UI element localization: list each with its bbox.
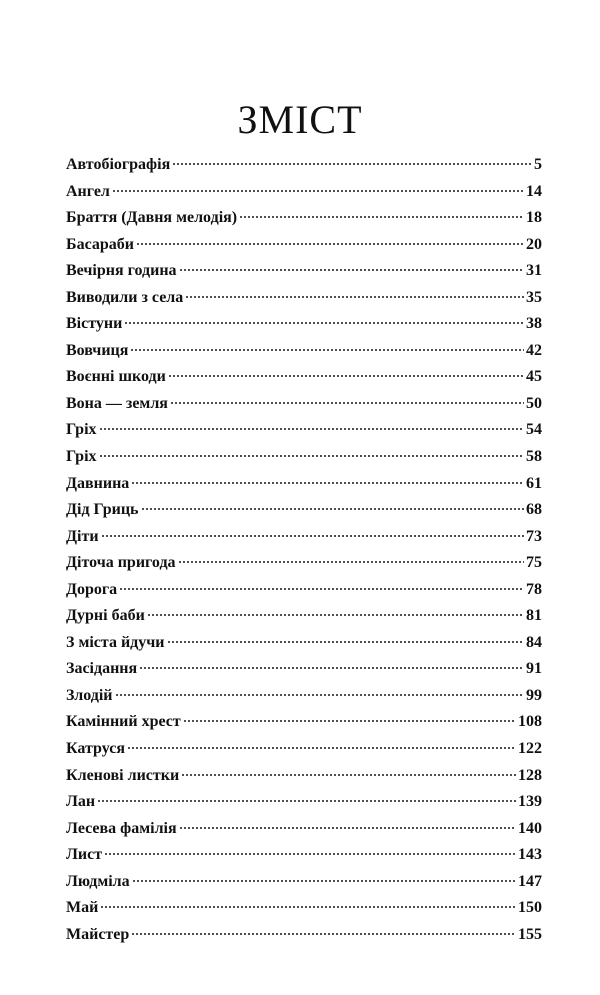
toc-entry-page-number: 99 <box>526 686 542 704</box>
toc-entry-title: Автобіографія <box>66 156 171 173</box>
toc-entry <box>66 311 542 338</box>
toc-entry-title: Людміла <box>66 872 130 890</box>
toc-entry-page-number: 78 <box>526 580 542 598</box>
toc-entry <box>66 232 542 259</box>
toc-entry <box>66 205 542 232</box>
toc-entry-title: Ангел <box>66 182 110 200</box>
toc-entry-page-number: 54 <box>526 421 542 439</box>
dot-leader <box>139 667 524 669</box>
toc-entry-title: Май <box>66 899 99 917</box>
toc-entry-title: Вечірня година <box>66 262 177 280</box>
toc-entry-page-number: 42 <box>526 341 542 359</box>
dot-leader <box>141 508 524 510</box>
dot-leader <box>136 243 524 245</box>
dot-leader <box>239 216 524 218</box>
dot-leader <box>172 163 532 165</box>
toc-entry-page-number: 139 <box>518 793 542 811</box>
toc-entry <box>66 471 542 498</box>
toc-entry <box>66 524 542 551</box>
toc-entry <box>66 364 542 391</box>
toc-entry-title: Дурні баби <box>66 607 145 625</box>
toc-entry-title: Давнина <box>66 474 130 492</box>
toc-entry <box>66 683 542 710</box>
toc-entry-page-number: 68 <box>526 501 542 519</box>
toc-entry-page-number: 143 <box>518 846 542 864</box>
page-title: ЗМІСТ <box>237 97 363 142</box>
dot-leader <box>185 296 524 298</box>
toc-entry-title: Гріх <box>66 448 97 466</box>
toc-entry <box>66 603 542 630</box>
dot-leader <box>99 455 524 457</box>
dot-leader <box>168 375 524 377</box>
toc-entry-title: Дід Гриць <box>66 501 139 519</box>
dot-leader <box>132 880 516 882</box>
toc-entry-page-number: 150 <box>518 899 542 917</box>
toc-entry-title: Басараби <box>66 235 134 253</box>
toc-entry-page-number: 31 <box>526 262 542 280</box>
toc-entry <box>66 417 542 444</box>
dot-leader <box>179 827 516 829</box>
toc-entry <box>66 258 542 285</box>
toc-entry <box>66 789 542 816</box>
dot-leader <box>104 853 516 855</box>
toc-entry-page-number: 14 <box>526 182 542 200</box>
dot-leader <box>179 269 524 271</box>
toc-entry <box>66 709 542 736</box>
dot-leader <box>131 482 524 484</box>
toc-entry-page-number: 147 <box>518 872 542 890</box>
toc-entry <box>66 842 542 869</box>
toc-entry <box>66 922 542 949</box>
toc-entry <box>66 630 542 657</box>
toc-entry-title: Лесева фамілія <box>66 819 177 837</box>
toc-entry-page-number: 20 <box>526 235 542 253</box>
toc-entry-title: Діти <box>66 527 99 545</box>
toc-entry-title: Лист <box>66 846 103 864</box>
dot-leader <box>124 322 524 324</box>
dot-leader <box>119 588 524 590</box>
toc-entry <box>66 179 542 206</box>
dot-leader <box>147 614 524 616</box>
toc-entry-page-number: 73 <box>526 527 542 545</box>
dot-leader <box>99 428 524 430</box>
toc-entry <box>66 285 542 312</box>
dot-leader <box>97 800 516 802</box>
dot-leader <box>100 906 516 908</box>
toc-entry-page-number: 84 <box>526 633 542 651</box>
toc-entry-title: Виводили з села <box>66 288 184 306</box>
toc-entry-page-number: 18 <box>526 209 542 227</box>
toc-entry-page-number: 81 <box>526 607 542 625</box>
toc-entry <box>66 736 542 763</box>
toc-entry-page-number: 35 <box>526 288 542 306</box>
toc-entry-title: Засідання <box>66 660 138 678</box>
toc-entry-page-number: 128 <box>518 766 542 784</box>
toc-entry-title: Воєнні шкоди <box>66 368 166 386</box>
dot-leader <box>131 933 516 935</box>
toc-entry <box>66 816 542 843</box>
toc-entry-page-number: 155 <box>518 925 542 943</box>
dot-leader <box>115 694 524 696</box>
toc-entry-title: Гріх <box>66 421 97 439</box>
toc-entry-page-number: 5 <box>534 156 542 173</box>
toc-entry-page-number: 91 <box>526 660 542 678</box>
toc-entry <box>66 656 542 683</box>
toc-entry <box>66 497 542 524</box>
toc-entry-title: Майстер <box>66 925 130 943</box>
toc-entry <box>66 550 542 577</box>
dot-leader <box>178 561 524 563</box>
dot-leader <box>101 535 524 537</box>
dot-leader <box>181 774 516 776</box>
dot-leader <box>183 720 516 722</box>
toc-entry-page-number: 75 <box>526 554 542 572</box>
toc-entry-page-number: 38 <box>526 315 542 333</box>
toc-entry <box>66 152 542 179</box>
toc-entry-page-number: 108 <box>518 713 542 731</box>
toc-entry <box>66 763 542 790</box>
toc-entry-title: Вістуни <box>66 315 123 333</box>
toc-entry-title: Дорога <box>66 580 118 598</box>
toc-entry <box>66 869 542 896</box>
toc-entry <box>66 577 542 604</box>
dot-leader <box>170 402 524 404</box>
dot-leader <box>167 641 525 643</box>
toc-entry-title: Кленові листки <box>66 766 180 784</box>
dot-leader <box>112 190 524 192</box>
toc-entry <box>66 391 542 418</box>
toc-entry-page-number: 50 <box>526 394 542 412</box>
toc-entry-page-number: 61 <box>526 474 542 492</box>
toc-entry <box>66 444 542 471</box>
toc-entry-page-number: 122 <box>518 740 542 758</box>
toc-entry-title: Камінний хрест <box>66 713 181 731</box>
dot-leader <box>127 747 516 749</box>
toc-entry-title: Злодій <box>66 686 113 704</box>
toc-entry-title: Браття (Давня мелодія) <box>66 209 238 227</box>
toc-entry <box>66 338 542 365</box>
toc-entry-page-number: 45 <box>526 368 542 386</box>
toc-entry-title: Діточа пригода <box>66 554 176 572</box>
toc-entry-page-number: 140 <box>518 819 542 837</box>
toc-entry-title: З міста йдучи <box>66 633 165 651</box>
toc-entry-title: Вона — земля <box>66 394 168 412</box>
dot-leader <box>130 349 524 351</box>
toc-entry-title: Вовчиця <box>66 341 129 359</box>
toc-entry-page-number: 58 <box>526 448 542 466</box>
table-of-contents <box>66 152 542 948</box>
toc-entry-title: Лан <box>66 793 96 811</box>
toc-entry <box>66 895 542 922</box>
toc-entry-title: Катруся <box>66 740 125 758</box>
